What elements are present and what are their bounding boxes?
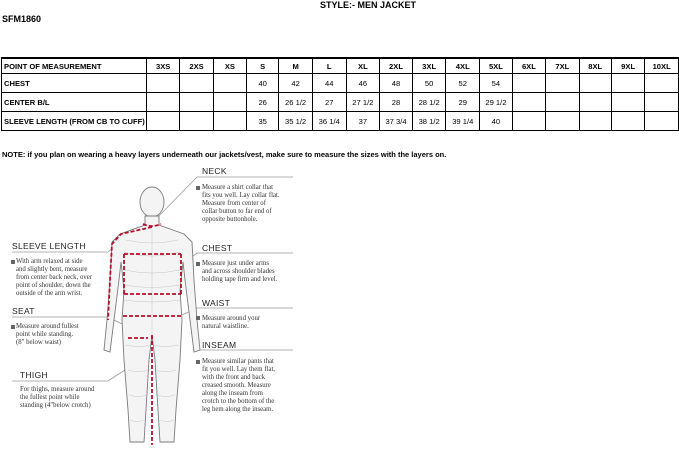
table-cell [611,112,644,131]
inseam-desc-line: leg hem along the inseam. [202,406,274,413]
neck-desc-line: fits you well. Lay collar flat. [202,192,280,199]
column-header: S [247,58,279,74]
sleeve-desc-line: With arm relaxed at side [16,258,83,265]
measurement-name: SLEEVE LENGTH (FROM CB TO CUFF) [2,112,147,131]
table-cell: 35 1/2 [279,112,313,131]
waist-label: WAIST [202,298,231,308]
size-chart-table [1,57,679,131]
column-header: 2XS [180,58,213,74]
table-cell: 44 [312,74,346,93]
table-cell: 40 [480,112,513,131]
column-header: 10XL [645,58,679,74]
column-header: 6XL [512,58,545,74]
column-header: L [312,58,346,74]
neck-label: NECK [202,166,227,176]
neck-desc-line: opposite buttonhole. [202,216,258,223]
column-header: POINT OF MEASUREMENT [2,58,147,74]
style-code: SFM1860 [2,14,42,24]
sleeve-desc-line: outside of the arm wrist. [16,290,83,297]
table-cell: 28 1/2 [412,93,446,112]
table-cell: 27 [312,93,346,112]
column-header: 3XL [412,58,446,74]
table-cell: 37 [346,112,380,131]
table-cell [611,74,644,93]
seat-desc-line: (8" below waist) [16,339,62,346]
seat-label: SEAT [12,306,35,316]
column-header: 7XL [546,58,579,74]
table-cell [611,93,644,112]
table-cell: 37 3/4 [380,112,413,131]
neck-desc-line: Measure a shirt collar that [202,184,273,191]
table-cell [213,74,246,93]
table-cell [512,112,545,131]
table-cell: 54 [480,74,513,93]
inseam-desc-line: fit you well. Lay them flat, [202,366,276,373]
table-cell [546,112,579,131]
column-header: M [279,58,313,74]
waist-desc-line: natural waistline. [202,323,249,330]
column-header: 5XL [480,58,513,74]
table-cell [180,74,213,93]
style-title: STYLE:- MEN JACKET [320,0,417,10]
sleeve-length-description [16,258,92,298]
table-cell: 40 [247,74,279,93]
inseam-label: INSEAM [202,340,237,350]
table-cell [645,93,679,112]
inseam-desc-line: creased smooth. Measure [202,382,271,389]
table-cell: 28 [380,93,413,112]
seat-desc-line: point while standing. [16,331,74,338]
inseam-desc-line: along the inseam from [202,390,263,397]
table-cell [180,93,213,112]
table-cell: 36 1/4 [312,112,346,131]
table-cell: 50 [412,74,446,93]
table-cell [645,74,679,93]
column-header: 2XL [380,58,413,74]
table-cell [645,112,679,131]
chest-description [202,260,277,284]
thigh-desc-line: standing (4"below crotch) [20,402,91,409]
neck-description [202,184,280,224]
column-header: 3XS [146,58,179,74]
table-cell: 39 1/4 [446,112,480,131]
sleeve-desc-line: from center back neck, over [16,274,93,281]
table-cell [579,93,611,112]
table-header-row [2,58,679,74]
waist-description [202,315,260,331]
seat-desc-line: Measure around fullest [16,323,79,330]
table-cell: 26 [247,93,279,112]
table-cell [146,74,179,93]
table-cell: 42 [279,74,313,93]
table-cell: 29 1/2 [480,93,513,112]
measurement-name: CHEST [2,74,147,93]
table-row [2,74,679,93]
table-cell: 48 [380,74,413,93]
neck-desc-line: Measure from center of [202,200,266,207]
chest-desc-line: holding tape firm and level. [202,276,278,283]
measurement-guide [0,166,679,451]
neck-desc-line: collar button to far end of [202,208,272,215]
table-cell: 26 1/2 [279,93,313,112]
chest-desc-line: Measure just under arms [202,260,270,267]
layering-note: NOTE: if you plan on wearing a heavy layers underneath our jackets/vest, make sure to measure the sizes with the layers on. [2,150,447,159]
table-cell [512,74,545,93]
body-figure-drawing [0,170,679,451]
thigh-description [20,386,94,410]
column-header: 9XL [611,58,644,74]
table-cell [213,93,246,112]
table-cell: 52 [446,74,480,93]
inseam-description [202,358,275,414]
inseam-desc-line: Measure similar pants that [202,358,274,365]
table-cell [546,74,579,93]
seat-description [16,323,79,347]
thigh-desc-line: For thighs, measure around [20,386,95,393]
table-cell: 35 [247,112,279,131]
inseam-desc-line: crotch to the bottom of the [202,398,275,405]
thigh-desc-line: the fullest point while [20,394,80,401]
table-cell [213,112,246,131]
table-cell [146,93,179,112]
table-cell [579,74,611,93]
table-cell: 29 [446,93,480,112]
table-cell [180,112,213,131]
table-cell: 46 [346,74,380,93]
thigh-label: THIGH [20,370,48,380]
table-cell [546,93,579,112]
chest-label: CHEST [202,243,233,253]
table-cell [579,112,611,131]
waist-desc-line: Measure around your [202,315,261,322]
sleeve-desc-line: point of shoulder, down the [16,282,91,289]
table-cell [146,112,179,131]
table-row [2,112,679,131]
sleeve-length-label: SLEEVE LENGTH [12,241,86,251]
column-header: 4XL [446,58,480,74]
column-header: XL [346,58,380,74]
table-row [2,93,679,112]
inseam-desc-line: with the front and back [202,374,266,381]
column-header: 8XL [579,58,611,74]
table-cell: 38 1/2 [412,112,446,131]
table-cell [512,93,545,112]
table-cell: 27 1/2 [346,93,380,112]
sleeve-desc-line: and slightly bent, measure [16,266,88,273]
column-header: XS [213,58,246,74]
chest-desc-line: and across shoulder blades [202,268,275,275]
measurement-name: CENTER B/L [2,93,147,112]
